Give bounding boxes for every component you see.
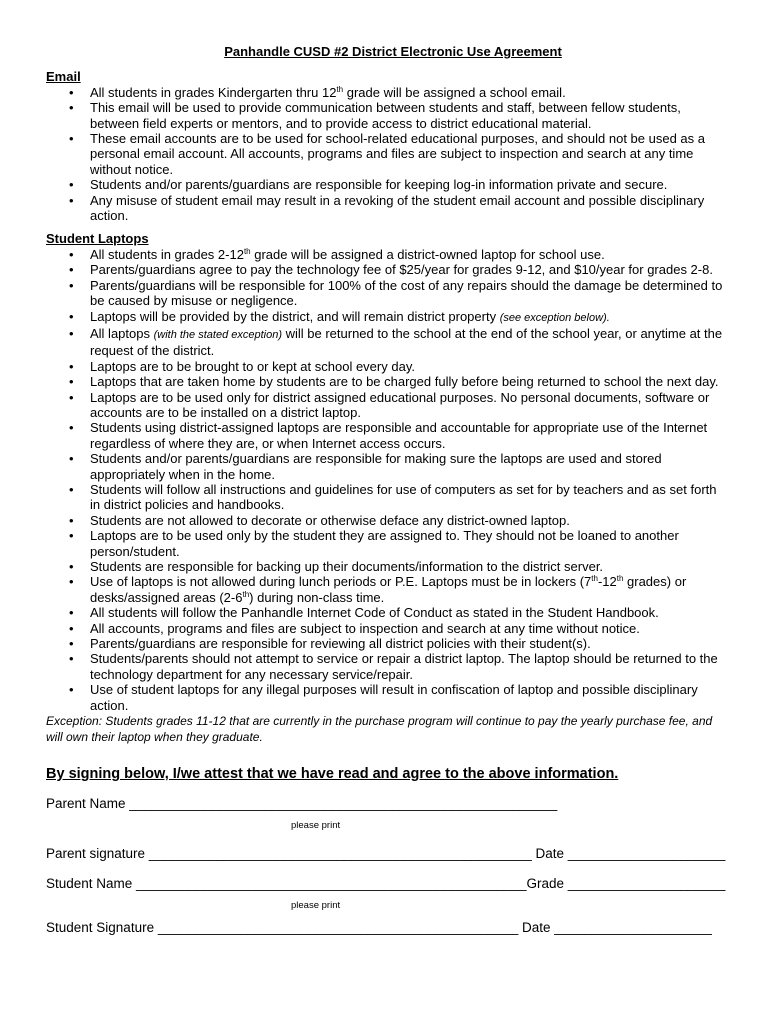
laptop-rule-item: • Students are responsible for backing up their documents/information to the district server.	[46, 559, 724, 574]
laptop-rule-item: • Parents/guardians are responsible for reviewing all district policies with their student(s).	[46, 636, 724, 651]
laptop-rule-item: • All accounts, programs and files are subject to inspection and search at any time without notice.	[46, 621, 724, 636]
laptop-rule-item: • Students and/or parents/guardians are responsible for making sure the laptops are used and stored appropriately when in the home.	[46, 451, 724, 482]
laptop-rule-item: • Laptops that are taken home by students are to be charged fully before being returned to school the next day.	[46, 374, 724, 389]
email-section-heading: Email	[46, 69, 81, 85]
laptop-rule-item: • Students will follow all instructions and guidelines for use of computers as set for by teachers and as set forth in district policies and handbooks.	[46, 482, 724, 513]
parent-name-line[interactable]: Parent Name _________________________________________________________	[46, 796, 558, 812]
laptop-rule-item: • All students in grades 2-12th grade will be assigned a district-owned laptop for school use.	[46, 247, 724, 262]
signature-block	[46, 796, 724, 942]
email-rule-item: • These email accounts are to be used for school-related educational purposes, and should not be used as a personal email account. All accounts, programs and files are subject to inspection and search at any time without notice.	[46, 131, 724, 177]
email-rule-item: • Students and/or parents/guardians are responsible for keeping log-in information private and secure.	[46, 177, 724, 192]
attestation-statement: By signing below, I/we attest that we have read and agree to the above information.	[46, 766, 619, 783]
laptop-rule-item: • Laptops will be provided by the district, and will remain district property (see exception below).	[46, 309, 724, 326]
laptop-rule-item: • Laptops are to be used only by the student they are assigned to. They should not be loaned to another person/student.	[46, 528, 724, 559]
email-rules-list	[46, 85, 724, 224]
student-signature-line[interactable]: Student Signature ________________________________________________ Date _____________________	[46, 920, 712, 936]
laptops-section-heading: Student Laptops	[46, 231, 149, 247]
document-title: Panhandle CUSD #2 District Electronic Use Agreement	[224, 44, 562, 59]
laptop-rule-item: • Use of student laptops for any illegal purposes will result in confiscation of laptop and possible disciplinary action.	[46, 682, 724, 713]
laptop-rule-item: • Students using district-assigned laptops are responsible and accountable for appropriate use of the Internet regardless of where they are, or when Internet access occurs.	[46, 420, 724, 451]
laptop-rule-item: • All laptops (with the stated exception) will be returned to the school at the end of the school year, or anytime at the request of the district.	[46, 326, 724, 359]
laptop-rule-item: • Students are not allowed to decorate or otherwise deface any district-owned laptop.	[46, 513, 724, 528]
laptop-rules-list	[46, 247, 724, 713]
email-rule-item: • Any misuse of student email may result in a revoking of the student email account and possible disciplinary action.	[46, 193, 724, 224]
email-rule-item: • This email will be used to provide communication between students and staff, between fellow students, between field experts or mentors, and to provide access to district educational material.	[46, 100, 724, 131]
laptop-rule-item: • All students will follow the Panhandle Internet Code of Conduct as stated in the Student Handbook.	[46, 605, 724, 620]
laptop-rule-item: • Parents/guardians agree to pay the technology fee of $25/year for grades 9-12, and $10/year for grades 2-8.	[46, 262, 724, 277]
laptop-rule-item: • Students/parents should not attempt to service or repair a district laptop. The laptop should be returned to the technology department for any necessary service/repair.	[46, 651, 724, 682]
parent-name-print-note: please print	[291, 820, 341, 832]
parent-signature-line[interactable]: Parent signature ___________________________________________________ Date _____________________	[46, 846, 726, 862]
exception-note: Exception: Students grades 11-12 that are currently in the purchase program will continue to pay the yearly purchase fee, and will own their laptop when they graduate.	[46, 714, 713, 744]
laptop-rule-item: • Use of laptops is not allowed during lunch periods or P.E. Laptops must be in lockers (7th-12th grades) or desks/assigned areas (2-6th) during non-class time.	[46, 574, 724, 605]
laptop-rule-item: • Parents/guardians will be responsible for 100% of the cost of any repairs should the damage be determined to be caused by misuse or negligence.	[46, 278, 724, 309]
email-rule-item: • All students in grades Kindergarten thru 12th grade will be assigned a school email.	[46, 85, 724, 100]
laptop-rule-item: • Laptops are to be used only for district assigned educational purposes. No personal documents, software or accounts are to be installed on a district laptop.	[46, 390, 724, 421]
student-name-line[interactable]: Student Name ____________________________________________________Grade _____________________	[46, 876, 726, 892]
student-name-print-note: please print	[291, 900, 341, 912]
laptop-rule-item: • Laptops are to be brought to or kept at school every day.	[46, 359, 724, 374]
